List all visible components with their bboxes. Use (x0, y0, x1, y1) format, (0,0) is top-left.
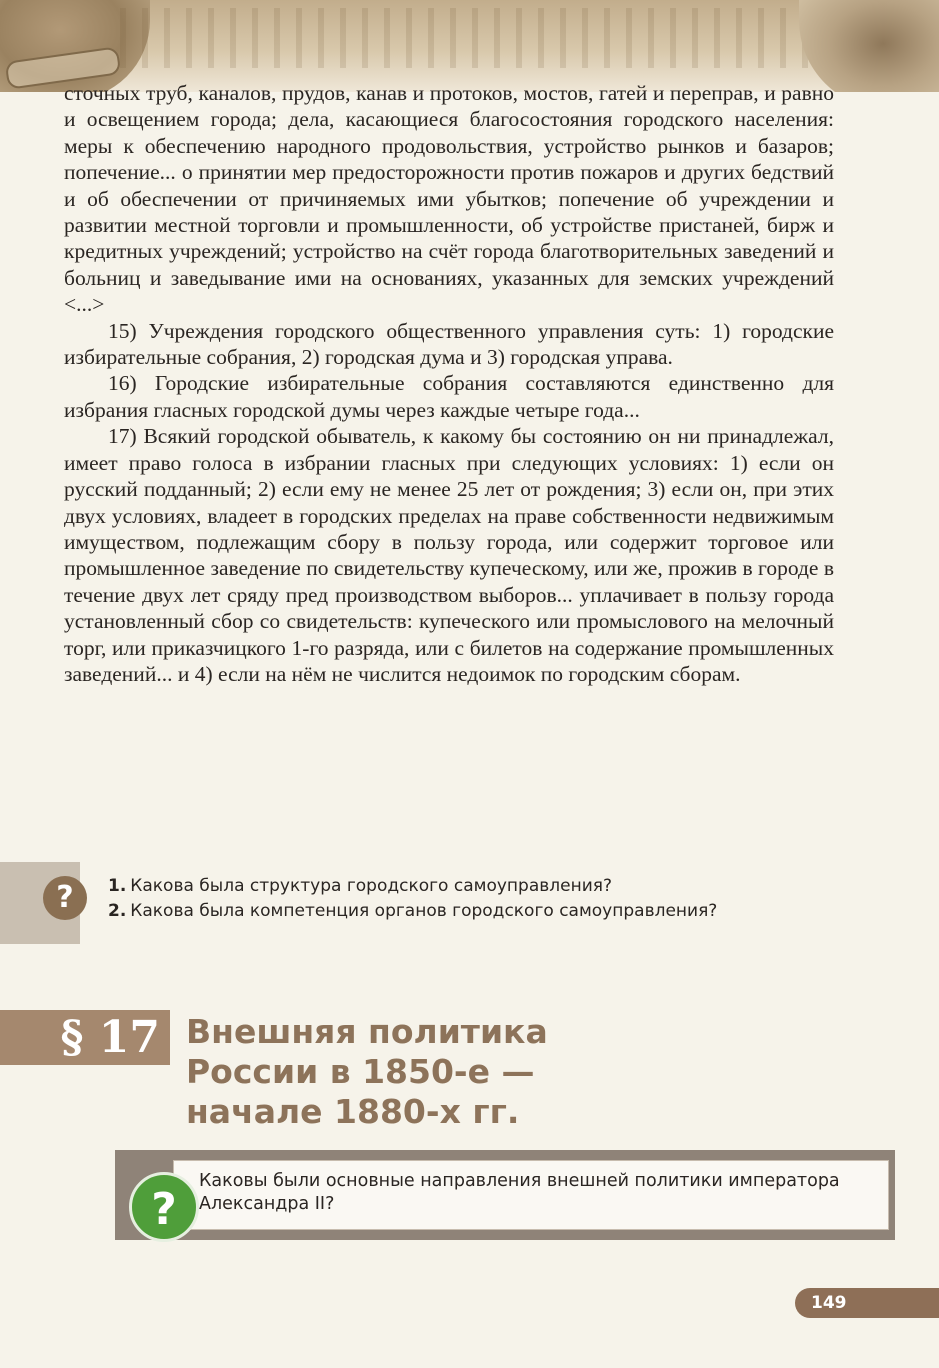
header-decorative-band (0, 0, 939, 92)
document-body (64, 80, 834, 687)
paragraph-17: 17) Всякий городской обыватель, к какому бы состоянию он ни принадлежал, имеет право голоса в избрании гласных при следующих условиях: 1) если он русский подданный; 2) если ему не менее 25 лет от рождения; 3) если он, при этих двух условиях, владеет в городских пределах на праве собственности недвижимым имуществом, подлежащим сбору в пользу города, или содержит торговое или промышленное заведение по свидетельству купеческому, или же, прожив в городе в течение двух лет сряду пред производством выборов... уплачивает в пользу города установленный сбор со свидетельств: купеческого или промыслового на мелочный торг, или приказчицкого 1-го разряда, или с билетов на содержание промышленных заведений... и 4) если на нём не числится недоимок по городским сборам. (64, 424, 834, 686)
question-item-2 (108, 899, 717, 924)
question-number: 1. (108, 876, 127, 896)
question-mark-icon: ? (129, 1172, 199, 1242)
paragraph-15: 15) Учреждения городского общественного управления суть: 1) городские избирательные собрания, 2) городская дума и 3) городская управа. (64, 318, 834, 370)
question-mark-icon: ? (43, 876, 87, 920)
paragraph-continuation: сточных труб, каналов, прудов, канав и протоков, мостов, гатей и переправ, и равно и освещением города; дела, касающиеся благосостояния городского населения: меры к обеспечению народного продовольствия, устройство рынков и базаров; попечение... о принятии мер предосторожности против пожаров и других бедствий и об обеспечении от причиняемых ими убытков; попечение об учреждении и развитии местной торговли и промышленности, об устройстве пристаней, бирж и кредитных учреждений; устройство на счёт города благотворительных заведений и больниц и заведывание ими на основаниях, указанных для земских учреждений <...> (64, 81, 834, 317)
question-text: Какова была компетенция органов городского самоуправления? (130, 901, 718, 921)
portrait-image (799, 0, 939, 92)
question-number: 2. (108, 901, 127, 921)
section-title-line-2: России в 1850-е — (186, 1052, 535, 1091)
page-number: 149 (795, 1288, 939, 1318)
section-number: § 17 (0, 1010, 170, 1065)
question-item-1 (108, 874, 717, 899)
question-text: Какова была структура городского самоуправления? (130, 876, 612, 896)
section-title-line-3: начале 1880-х гг. (186, 1092, 520, 1131)
intro-question-block (115, 1150, 895, 1242)
review-questions (0, 862, 939, 946)
paragraph-16: 16) Городские избирательные собрания составляются единственно для избрания гласных городской думы через каждые четыре года... (64, 371, 834, 422)
section-title (186, 1012, 548, 1132)
question-list (108, 874, 717, 924)
section-title-line-1: Внешняя политика (186, 1012, 548, 1051)
header-frieze-image (120, 8, 820, 68)
intro-question-text: Каковы были основные направления внешней политики императора Александра II? (199, 1171, 840, 1214)
section-heading (0, 1010, 939, 1160)
